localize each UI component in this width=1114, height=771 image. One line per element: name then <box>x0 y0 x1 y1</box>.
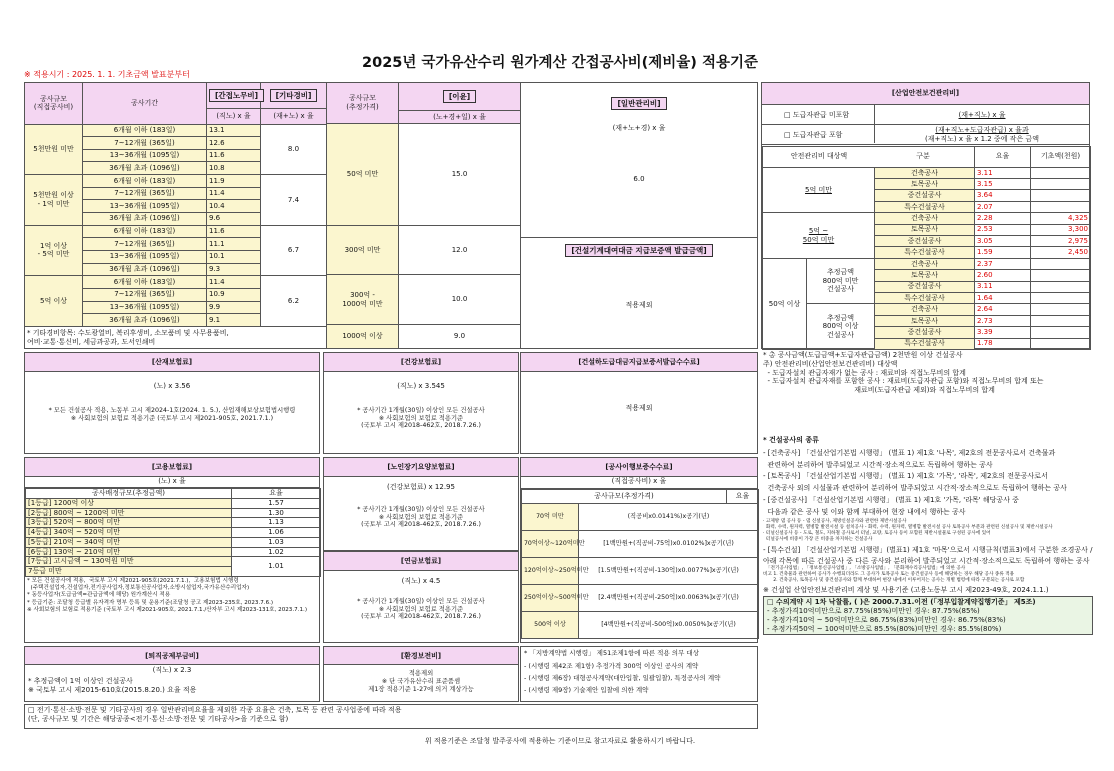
profit-rate: 12.0 <box>399 225 521 275</box>
safety-base <box>1031 338 1091 349</box>
profit-col-scale: 공사규모 (추정가격) <box>327 83 399 124</box>
quality-scale: 500억 이상 <box>522 612 579 639</box>
types-heading: * 건설공사의 종류 <box>763 436 819 444</box>
safety-rate: 2.07 <box>975 201 1031 212</box>
profit-scale: 300억 - 1000억 미만 <box>327 275 399 325</box>
safety-type: 건축공사 <box>875 167 975 178</box>
safety-box <box>761 82 1090 349</box>
safety-rate: 3.05 <box>975 236 1031 247</box>
general-admin-heading: [일반관리비] <box>611 97 666 110</box>
indirect-formula: (직노) x 율 <box>207 109 261 125</box>
wage-heading: [퇴직공제부금비] <box>145 652 199 660</box>
contract-note-line: - (시행령 제42조 제1항) 추정가격 300억 이상인 공사의 계약 <box>524 662 699 671</box>
wage-box <box>24 646 320 702</box>
safety-rate: 1.78 <box>975 338 1031 349</box>
ltc-note: * 공사기간 1개월(30일) 이상인 모든 건설공사 ※ 사회보험의 보험료 적용기준 (국토부 고시 제2018-462호, 2018.7.26.) <box>357 505 485 529</box>
safety-rate: 2.73 <box>975 315 1031 326</box>
industrial-heading: [산재보험료] <box>151 358 193 366</box>
bond-heading: [건설기계대여대금 지급보증액 발급금액] <box>565 244 712 257</box>
safety-formula-2a: (재+직노+도급자관급) x 율과 <box>935 126 1029 134</box>
safety-base <box>1031 179 1091 190</box>
types-line: - [중건설공사] 「건설산업기본법 시행령」 (별표 1) 제1호 '가목, '라목' 해당공사 중 <box>763 495 1019 504</box>
safety-rate-table <box>762 146 1091 350</box>
labor-period: 6개월 이하 (183일) <box>83 225 207 238</box>
profit-scale: 300억 미만 <box>327 225 399 275</box>
safety-base <box>1031 167 1091 178</box>
contract-note-line: - (시행령 제9장) 기술제안 입찰에 의한 계약 <box>524 686 649 695</box>
employment-heading: [고용보험료] <box>151 463 193 471</box>
table-row <box>327 275 521 325</box>
apply-note: ※ 적용시기 : 2025. 1. 1. 기초금액 발표분부터 <box>24 70 190 79</box>
employment-rate: 1.30 <box>232 508 321 518</box>
industrial-formula: (노) x 3.56 <box>153 382 191 390</box>
employment-rate: 1.13 <box>232 518 321 528</box>
labor-col-indirect <box>207 83 261 109</box>
bidding-line: - 추정가격10억 ~ 50억미만으로 86.75%(83%)미만인 경우: 86.75%(83%) <box>767 615 1006 624</box>
indirect-rate: 10.9 <box>207 288 261 301</box>
table-row <box>522 585 759 612</box>
table-row <box>522 612 759 639</box>
employment-grade: [6등급] 130억 ~ 210억 미만 <box>26 547 232 557</box>
quality-scale: 70억이상~120억미만 <box>522 531 579 558</box>
subcontract-value: 적용제외 <box>625 404 653 412</box>
safety-base: 3,300 <box>1031 224 1091 235</box>
quality-formula-cell: [2.4백만원+(직공비-250억)x0.0063%]x공기(년) <box>579 585 759 612</box>
general-admin-box <box>520 82 758 349</box>
safety-base <box>1031 201 1091 212</box>
labor-scale: 5천만원 이상 - 1억 미만 <box>25 175 83 226</box>
labor-period: 7~12개월 (365일) <box>83 288 207 301</box>
table-row <box>26 518 321 528</box>
safety-rate: 2.28 <box>975 213 1031 224</box>
quality-scale: 120억이상~250억미만 <box>522 558 579 585</box>
indirect-rate: 9.1 <box>207 314 261 327</box>
misc-note: * 기타경비항목: 수도광열비, 복리후생비, 소모품비 및 사무용품비, 여비·교통·통신비, 세금과공과, 도서인쇄비 <box>25 327 327 349</box>
table-row <box>25 225 327 238</box>
safety-base: 2,975 <box>1031 236 1091 247</box>
ltc-formula: (건강보험료) x 12.95 <box>387 483 455 491</box>
health-formula: (직노) x 3.545 <box>397 382 445 390</box>
indirect-rate: 11.6 <box>207 225 261 238</box>
table-row <box>327 225 521 275</box>
indirect-rate: 11.4 <box>207 276 261 289</box>
labor-period: 13~36개월 (1095일) <box>83 250 207 263</box>
construction-types <box>763 436 1093 706</box>
safety-rate: 3.64 <box>975 190 1031 201</box>
table-row <box>26 547 321 557</box>
labor-period: 13~36개월 (1095일) <box>83 149 207 162</box>
employment-rate: 1.03 <box>232 537 321 547</box>
safety-formula-2b: (재+직노) x 율 x 1.2 중에 작은 금액 <box>925 135 1039 143</box>
employment-rate: 1.06 <box>232 528 321 538</box>
types-line: - [토목공사] 「건설산업기본법 시행령」 (별표 1) 제1호 '가목', '라목', 제2호의 전문공사로서 <box>763 472 1048 481</box>
types-small-line: · 터널신설공사 등 - 도로, 철도, 지하철 공사로서 터널, 교량, 토공사 등이 포함된 제반시설물로 구성된 공사에 있어 <box>763 531 991 537</box>
types-small-line: · 고제방 댐 공사 등 - 댐 신설공사, 제방신설공사와 관련한 제반시설공사 <box>763 519 907 525</box>
quality-formula-cell: (직공비x0.0141%)x공기(년) <box>579 504 759 531</box>
indirect-rate: 10.4 <box>207 200 261 213</box>
safety-note-line: 주) 안전관리비(산업안전보건관리비) 대상액 <box>763 359 898 368</box>
safety-rate: 3.11 <box>975 281 1031 292</box>
table-row <box>522 531 759 558</box>
safety-type: 특수건설공사 <box>875 338 975 349</box>
ltc-box <box>323 457 519 551</box>
safety-base <box>1031 327 1091 338</box>
safety-option-1: □ 도급자관급 미포함 <box>784 111 850 119</box>
quality-formula-cell: [1백만원+(직공비-75억)x0.0102%]x공기(년) <box>579 531 759 558</box>
labor-period: 7~12개월 (365일) <box>83 238 207 251</box>
industrial-note: * 모든 건설공사 적용, 노동부 고시 제2024-1호(2024. 1. 5.), 산업재해보상보험법시행령 ※ 사회보험의 보험료 적용기준 (국토부 고시 제2021-905호, 2021.7.1.) <box>48 406 296 422</box>
safety-base: 4,325 <box>1031 213 1091 224</box>
table-row <box>763 304 1091 315</box>
safety-type: 특수건설공사 <box>875 201 975 212</box>
quality-col-rate: 요율 <box>727 490 759 504</box>
pension-heading: [연금보험료] <box>400 557 442 565</box>
labor-col-scale: 공사규모 (직접공사비) <box>25 83 83 125</box>
health-note: * 공사기간 1개월(30일) 이상인 모든 건설공사 ※ 사회보험의 보험료 적용기준 (국토부 고시 제2018-462호, 2018.7.26.) <box>357 406 485 430</box>
employment-note-line: * 모든 건설공사에 적용, 국토부 고시 제2021-905호(2021.7.1.), 고용보험법 시행령 <box>27 577 239 584</box>
profit-formula: (노+경+일) x 율 <box>399 111 521 124</box>
safety-note-line: - 도급자설치 관급자재가 없는 공사 : 재료비와 직접노무비의 합계 <box>763 368 966 377</box>
safety-type: 건축공사 <box>875 213 975 224</box>
safety-note-line: 재료비(도급자관급 제외)와 직접노무비의 합계 <box>763 386 995 394</box>
types-line: - [건축공사] 「건설산업기본법 시행령」 (별표 1) 제1호 '나목', 제2호의 전문공사로서 건축물과 <box>763 448 1056 457</box>
safety-rate: 2.37 <box>975 258 1031 269</box>
safety-type: 토목공사 <box>875 179 975 190</box>
safety-rate: 2.64 <box>975 304 1031 315</box>
types-line: 관련하여 분리하여 발주되었고 시간적·장소적으로도 독립하여 행하는 공사 <box>763 460 993 469</box>
sub-over-800: 추정금액 800억 이상 건설공사 <box>807 304 875 350</box>
indirect-rate: 11.4 <box>207 187 261 200</box>
safety-type: 중건설공사 <box>875 281 975 292</box>
safety-rate: 1.64 <box>975 293 1031 304</box>
safety-col-rate: 요율 <box>975 147 1031 168</box>
safety-option-2: □ 도급자관급 포함 <box>784 131 843 139</box>
pension-box <box>323 551 519 643</box>
profit-scale: 1000억 이상 <box>327 325 399 349</box>
safety-note-line: - 도급자설치 관급자재를 포함한 공사 : 재료비(도급자관급 포함)와 직접노무비의 합계 또는 <box>763 377 1044 386</box>
employment-rate: 1.02 <box>232 547 321 557</box>
safety-base <box>1031 315 1091 326</box>
employment-col-rate: 요율 <box>232 489 321 499</box>
labor-scale: 5억 이상 <box>25 276 83 327</box>
employment-note-line: * 동등사업자(도급금액=관급금액에 해당) 원가계산시 적용 <box>27 592 171 599</box>
subcontract-box <box>520 352 758 454</box>
labor-col-misc <box>261 83 327 109</box>
sub-under-800: 추정금액 800억 미만 건설공사 <box>807 258 875 304</box>
table-row <box>763 213 1091 224</box>
indirect-rate: 13.1 <box>207 124 261 137</box>
employment-note-line: ※ 사회보험의 보험료 적용기준 (국토부 고시 제2021-905호, 2021.7.1./산자부 고시 제2023-131호, 2023.7.1.) <box>27 606 308 613</box>
indirect-rate: 12.6 <box>207 137 261 150</box>
table-row <box>26 537 321 547</box>
types-small-line: 「전기공사업법」, 「정보통신공사업법」, 「소방공사업법」, 「문화재수리공사업법」에 의한 공사 <box>763 565 966 571</box>
env-box <box>323 646 519 702</box>
pension-formula: (직노) x 4.5 <box>401 577 441 585</box>
safety-col-target <box>763 147 975 168</box>
employment-grade: [7등급] 고시금액 ~ 130억원 미만 <box>26 557 232 567</box>
labor-period: 36개월 초과 (1096일) <box>83 162 207 175</box>
safety-base <box>1031 190 1091 201</box>
safety-type-label: 구분 <box>916 152 930 161</box>
safety-notes <box>763 351 1093 395</box>
labor-period: 7~12개월 (365일) <box>83 137 207 150</box>
safety-type: 특수건설공사 <box>875 247 975 258</box>
safety-type: 토목공사 <box>875 224 975 235</box>
quality-scale: 70억 미만 <box>522 504 579 531</box>
safety-rate: 3.39 <box>975 327 1031 338</box>
types-ref: ※ 건설업 산업안전보건관리비 계상 및 사용기준 (고용노동부 고시 제2023-49호, 2024.1.1.) <box>763 585 1049 594</box>
employment-grade: [4등급] 340억 ~ 520억 미만 <box>26 528 232 538</box>
labor-period: 6개월 이하 (183일) <box>83 124 207 137</box>
safety-type: 중건설공사 <box>875 236 975 247</box>
employment-table <box>25 488 321 577</box>
types-small-line: 화력, 수력, 원자력, 열병합 발전시설 등 설치공사 - 화력, 수력, 원자력, 열병합 발전시설 공사 토목공사 부분과 관련된 신설공사 및 제반시설공사 <box>763 525 1053 531</box>
table-row <box>26 528 321 538</box>
safety-rate: 2.53 <box>975 224 1031 235</box>
band-5-50: 5억 ~ 50억 미만 <box>763 213 875 259</box>
safety-type: 건축공사 <box>875 258 975 269</box>
table-row <box>763 167 1091 178</box>
table-row <box>327 124 521 226</box>
labor-period: 6개월 이하 (183일) <box>83 175 207 188</box>
indirect-rate: 11.9 <box>207 175 261 188</box>
bidding-box <box>763 596 1093 635</box>
indirect-rate: 11.6 <box>207 149 261 162</box>
labor-scale: 5천만원 미만 <box>25 124 83 175</box>
subcontract-heading: [건설하도급대금지급보증서발급수수료] <box>578 358 700 366</box>
ltc-heading: [노인장기요양보험료] <box>387 463 455 471</box>
employment-note-line: (주택건설업자,건설업자,전기공사업자,정보통신공사업자,소방시설업자,국가유산수리업자) <box>27 585 250 592</box>
safety-rate: 3.11 <box>975 167 1031 178</box>
profit-rate: 10.0 <box>399 275 521 325</box>
types-line: 건축공사 외의 시설물과 관련하여 분리하여 발주되었고 시간적·장소적으로도 독립하여 행하는 공사 <box>763 484 1067 492</box>
table-row <box>522 504 759 531</box>
general-admin-value: 6.0 <box>633 175 645 184</box>
misc-rate: 6.2 <box>261 276 327 327</box>
safety-base <box>1031 258 1091 269</box>
table-row <box>522 558 759 585</box>
industrial-box <box>24 352 320 454</box>
env-heading: [환경보전비] <box>400 652 442 660</box>
employment-grade: [5등급] 210억 ~ 340억 미만 <box>26 537 232 547</box>
labor-col-period: 공사기간 <box>83 83 207 125</box>
indirect-rate: 10.8 <box>207 162 261 175</box>
employment-rate: 1.01 <box>232 557 321 577</box>
bond-value: 적용제외 <box>625 301 653 309</box>
safety-rate: 1.59 <box>975 247 1031 258</box>
indirect-rate: 9.9 <box>207 301 261 314</box>
employment-grade: 7등급 미만 <box>26 567 232 577</box>
table-row <box>327 325 521 349</box>
quality-table <box>521 489 759 639</box>
types-small-line: 터널공사에 비중이 가장 큰 비중을 차지하는 건설공사 <box>763 537 873 543</box>
employment-grade: [3등급] 520억 ~ 800억 미만 <box>26 518 232 528</box>
types-line: 다음과 같은 공사 및 이와 함께 부대하여 현장 내에서 행하는 공사 <box>763 507 966 516</box>
indirect-rate: 10.1 <box>207 250 261 263</box>
safety-base <box>1031 270 1091 281</box>
employment-box <box>24 457 320 643</box>
types-small-line: 비고 1. 건축물과 관련하여 공사가 수행되더라도 그 공사가 토목공사 또는 중건설공사 등에 해당하는 경우 해당 공사 종류 적용 <box>763 571 1015 577</box>
employment-rate: 1.57 <box>232 498 321 508</box>
env-note: 적용제외 ※ 단 국가유산수리 표준품셈 제1장 적용기준 1-27에 의거 계상가능 <box>368 670 474 693</box>
table-row <box>25 175 327 188</box>
labor-scale: 1억 이상 - 5억 미만 <box>25 225 83 276</box>
quality-formula: (직접공사비) x 율 <box>521 477 757 489</box>
safety-base <box>1031 293 1091 304</box>
profit-table <box>326 82 521 349</box>
bidding-heading: □ 수의계약 시 1차 낙찰률, ( )은 2000.7.31.이전 (「정부입찰계약집행기준」 제5조) <box>767 598 1036 607</box>
employment-note-line: * 등급기준: 조달청 등급별 유자격자 명부 등록 및 운용기준(조달청 공고 제2023-235호, 2023.7.6.) <box>27 599 274 606</box>
safety-rate: 2.60 <box>975 270 1031 281</box>
safety-formula-1: (재+직노) x 율 <box>958 111 1006 119</box>
profit-rate: 15.0 <box>399 124 521 226</box>
wage-note: * 추정금액이 1억 이상인 건설공사 ※ 국토부 고시 제2015-610호(2015.8.20.) 요율 적용 <box>28 676 197 694</box>
labor-period: 36개월 초과 (1096일) <box>83 314 207 327</box>
quality-heading: [공사이행보증수수료] <box>605 463 673 471</box>
safety-rate: 3.15 <box>975 179 1031 190</box>
labor-period: 36개월 초과 (1096일) <box>83 213 207 226</box>
safety-target-label: 안전관리비 대상액 <box>790 152 848 161</box>
quality-scale: 250억이상~500억미만 <box>522 585 579 612</box>
safety-type: 토목공사 <box>875 315 975 326</box>
safety-col-base: 기초액(천원) <box>1031 147 1091 168</box>
safety-base <box>1031 281 1091 292</box>
footer: 위 적용기준은 조달청 발주공사에 적용하는 기준이므로 참고자료로 활용하시기 바랍니다. <box>424 737 696 745</box>
types-small-line: 2. 건축공사, 토목공사 및 중건설공사와 함께 부대하여 현장 내에서 이루어지는 공사는 개별 법령에 따라 구분되는 공사로 포함 <box>763 577 1025 583</box>
misc-formula: (재+노) x 율 <box>261 109 327 125</box>
contract-box <box>520 646 758 702</box>
safety-type: 특수건설공사 <box>875 293 975 304</box>
general-admin-formula: (재+노+경) x 율 <box>612 124 666 133</box>
profit-scale: 50억 미만 <box>327 124 399 226</box>
labor-table <box>24 82 327 349</box>
safety-type: 중건설공사 <box>875 327 975 338</box>
misc-rate: 6.7 <box>261 225 327 276</box>
labor-period: 7~12개월 (365일) <box>83 187 207 200</box>
misc-rate: 7.4 <box>261 175 327 226</box>
safety-type: 중건설공사 <box>875 190 975 201</box>
safety-heading: [산업안전보건관리비] <box>891 89 960 97</box>
table-row <box>26 508 321 518</box>
employment-formula: (노) x 율 <box>25 477 319 488</box>
table-row <box>763 258 1091 269</box>
table-row <box>26 557 321 567</box>
special-line-2: 아래 각목에 따른 건설공사 중 다른 공사와 분리하여 발주되었고 시간적·장소적으로도 독립하여 행하는 공사 <box>763 556 1090 565</box>
contract-note-line: - (시행령 제6장) 대형공사계약(대안입찰, 일괄입찰), 특정공사의 계약 <box>524 674 721 683</box>
quality-col-scale: 공사규모(추정가격) <box>522 490 727 504</box>
quality-box <box>520 457 758 643</box>
special-line: - [특수건설] 「건설산업기본법 시행령」(별표1) 제1호 '마목'으로서 시행규칙(별표3)에서 구분한 조경공사 / <box>763 546 1093 555</box>
band-over-50: 50억 이상 <box>763 258 807 349</box>
labor-period: 36개월 초과 (1096일) <box>83 263 207 276</box>
bidding-line: - 추정가격50억 ~ 100억미만으로 85.5%(80%)미만인 경우: 85.5%(80%) <box>767 624 1002 633</box>
band-under-5: 5억 미만 <box>763 167 875 213</box>
employment-grade: [2등급] 800억 ~ 1200억 미만 <box>26 508 232 518</box>
profit-heading: [이윤] <box>443 90 476 103</box>
indirect-rate: 9.3 <box>207 263 261 276</box>
indirect-rate: 9.6 <box>207 213 261 226</box>
labor-period: 13~36개월 (1095일) <box>83 200 207 213</box>
wage-formula: (직노) x 2.3 <box>152 666 192 674</box>
safety-type: 건축공사 <box>875 304 975 315</box>
indirect-labor-heading: [간접노무비] <box>209 89 264 102</box>
labor-period: 13~36개월 (1095일) <box>83 301 207 314</box>
page-title: 2025년 국가유산수리 원가계산 간접공사비(제비율) 적용기준 <box>362 55 758 71</box>
health-box <box>323 352 519 454</box>
employment-col-scale: 공사배정규모(추정금액) <box>26 489 232 499</box>
safety-note-line: * 총 공사금액(도급금액+도급자관급금액) 2천만원 이상 건설공사 <box>763 351 963 359</box>
table-row <box>25 124 327 137</box>
employment-grade: [1등급] 1200억 이상 <box>26 498 232 508</box>
pension-note: * 공사기간 1개월(30일) 이상인 모든 건설공사 ※ 사회보험의 보험료 적용기준 (국토부 고시 제2018-462호, 2018.7.26.) <box>357 597 485 621</box>
table-row <box>26 498 321 508</box>
bidding-line: - 추정가격10억미만으로 87.75%(85%)미만인 경우: 87.75%(85%) <box>767 607 980 616</box>
safety-base <box>1031 304 1091 315</box>
contract-note-line: * 「지방계약법 시행령」 제51조제1항에 따른 적용 의무 대상 <box>524 649 699 657</box>
quality-formula-cell: [4백만원+(직공비-500억)x0.0050%]x공기(년) <box>579 612 759 639</box>
misc-rate: 8.0 <box>261 124 327 175</box>
table-row <box>25 276 327 289</box>
misc-heading: [기타경비] <box>270 89 318 102</box>
quality-formula-cell: [1.5백만원+(직공비-130억)x0.0077%]x공기(년) <box>579 558 759 585</box>
labor-period: 6개월 이하 (183일) <box>83 276 207 289</box>
bottom-note: □ 전기·통신·소방·전문 및 기타공사의 경우 일반관리비요율을 제외한 각종 요율은 건축, 토목 등 관련 공사업종에 따라 적용 (단, 공사규모 및 기간은 해당공종<전기·통신·소방·전문 및 기타공사>을 기준으로 함) <box>24 704 758 729</box>
profit-rate: 9.0 <box>399 325 521 349</box>
safety-type: 토목공사 <box>875 270 975 281</box>
indirect-rate: 11.1 <box>207 238 261 251</box>
health-heading: [건강보험료] <box>400 358 442 366</box>
safety-base: 2,450 <box>1031 247 1091 258</box>
